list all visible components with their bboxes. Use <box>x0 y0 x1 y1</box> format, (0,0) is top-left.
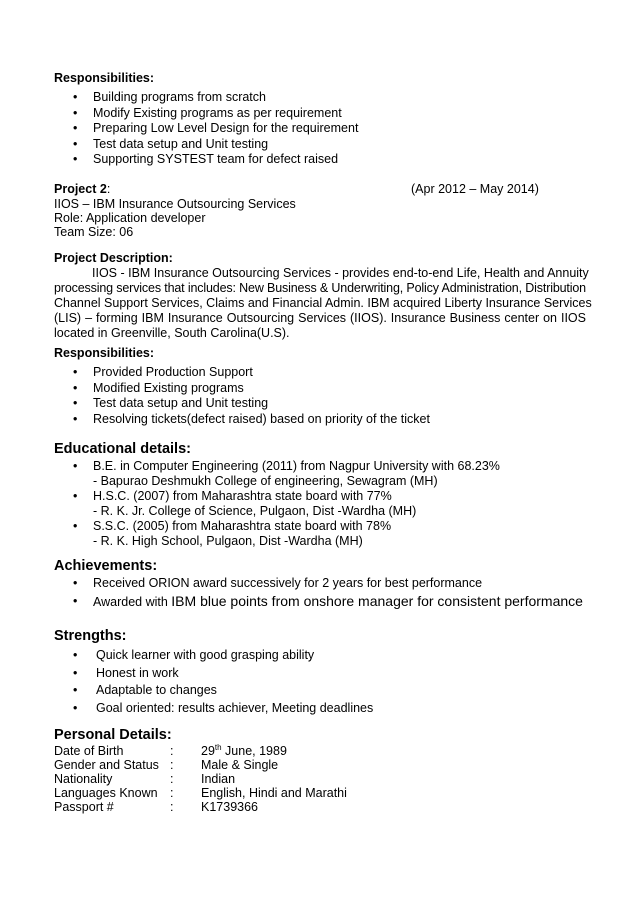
languages-value: English, Hindi and Marathi <box>201 786 347 800</box>
description-line: IIOS - IBM Insurance Outsourcing Services - provides end-to-end Life, Health and Annuity <box>92 266 589 280</box>
strengths-heading: Strengths: <box>54 628 127 644</box>
project-2-title <box>54 182 110 197</box>
list-item: • Received ORION award successively for 2 years for best performance <box>54 576 583 591</box>
list-item: • Goal oriented: results achiever, Meeting deadlines <box>54 700 373 718</box>
dob-month-year: June, 1989 <box>221 744 287 758</box>
project-description-heading: Project Description: <box>54 251 173 265</box>
list-item: • Quick learner with good grasping ability <box>54 647 373 665</box>
list-item: • Test data setup and Unit testing <box>54 396 430 412</box>
project-2-dates: (Apr 2012 – May 2014) <box>411 182 539 196</box>
responsibilities-heading-1: Responsibilities: <box>54 71 155 85</box>
education-item <box>54 459 500 489</box>
education-institution: - Bapurao Deshmukh College of engineering, Sewagram (MH) <box>93 474 438 488</box>
list-item: • Building programs from scratch <box>54 90 358 106</box>
list-item: • Modify Existing programs as per requirement <box>54 106 358 122</box>
list-item: • Modified Existing programs <box>54 381 430 397</box>
list-item: • Test data setup and Unit testing <box>54 137 358 153</box>
education-institution: - R. K. Jr. College of Science, Pulgaon, Dist -Wardha (MH) <box>93 504 417 518</box>
languages-label: Languages Known <box>54 786 158 800</box>
nationality-value: Indian <box>201 772 236 786</box>
gender-label: Gender and Status <box>54 758 159 772</box>
passport-colon: : <box>170 800 174 814</box>
languages-colon: : <box>170 786 174 800</box>
project-description <box>54 266 592 341</box>
project-title-colon: : <box>106 182 111 196</box>
education-degree: • B.E. in Computer Engineering (2011) from Nagpur University with 68.23% <box>93 459 500 473</box>
strengths-list <box>54 647 373 717</box>
passport-label: Passport # <box>54 800 114 814</box>
project-title-text: Project 2 <box>54 182 107 196</box>
list-item <box>54 594 583 610</box>
education-institution: - R. K. High School, Pulgaon, Dist -Wardha (MH) <box>93 534 363 548</box>
personal-details-heading: Personal Details: <box>54 727 172 743</box>
achievement-text-b: IBM blue points from onshore manager for consistent performance <box>171 593 583 609</box>
nationality-label: Nationality <box>54 772 113 786</box>
list-item: • Adaptable to changes <box>54 682 373 700</box>
project-2-role: Role: Application developer <box>54 211 206 225</box>
passport-value: K1739366 <box>201 800 259 814</box>
list-item: • Preparing Low Level Design for the requirement <box>54 121 358 137</box>
list-item: • Resolving tickets(defect raised) based on priority of the ticket <box>54 412 430 428</box>
dob-colon: : <box>170 744 174 758</box>
description-line: located in Greenville, South Carolina(U.S). <box>54 326 290 340</box>
education-degree: • H.S.C. (2007) from Maharashtra state board with 77% <box>93 489 392 503</box>
education-list <box>54 459 500 549</box>
description-line: Channel Support Services, Claims and Financial Admin. IBM acquired Liberty Insurance Services <box>54 296 592 310</box>
list-item: • Supporting SYSTEST team for defect raised <box>54 152 358 168</box>
gender-value: Male & Single <box>201 758 279 772</box>
project-2-team-size: Team Size: 06 <box>54 225 134 239</box>
list-item: • Provided Production Support <box>54 365 430 381</box>
education-heading: Educational details: <box>54 441 191 457</box>
education-degree: • S.S.C. (2005) from Maharashtra state board with 78% <box>93 519 392 533</box>
project-2-client: IIOS – IBM Insurance Outsourcing Services <box>54 197 296 211</box>
gender-colon: : <box>170 758 174 772</box>
achievements-heading: Achievements: <box>54 558 158 574</box>
dob-value <box>201 744 287 758</box>
responsibilities-list-1 <box>54 90 358 168</box>
description-line: processing services that includes: New Business & Underwriting, Policy Administration, Distribution <box>54 281 586 295</box>
dob-day: 29 <box>201 744 215 758</box>
responsibilities-list-2 <box>54 365 430 427</box>
achievement-text-a: Awarded with <box>93 595 172 609</box>
education-item <box>54 489 500 519</box>
dob-suffix: th <box>214 743 222 752</box>
education-item <box>54 519 500 549</box>
nationality-colon: : <box>170 772 174 786</box>
achievements-list <box>54 576 583 610</box>
list-item: • Honest in work <box>54 665 373 683</box>
responsibilities-heading-2: Responsibilities: <box>54 346 155 360</box>
dob-label: Date of Birth <box>54 744 124 758</box>
description-line: (LIS) – forming IBM Insurance Outsourcing Services (IIOS). Insurance Business center on IIOS <box>54 311 586 325</box>
